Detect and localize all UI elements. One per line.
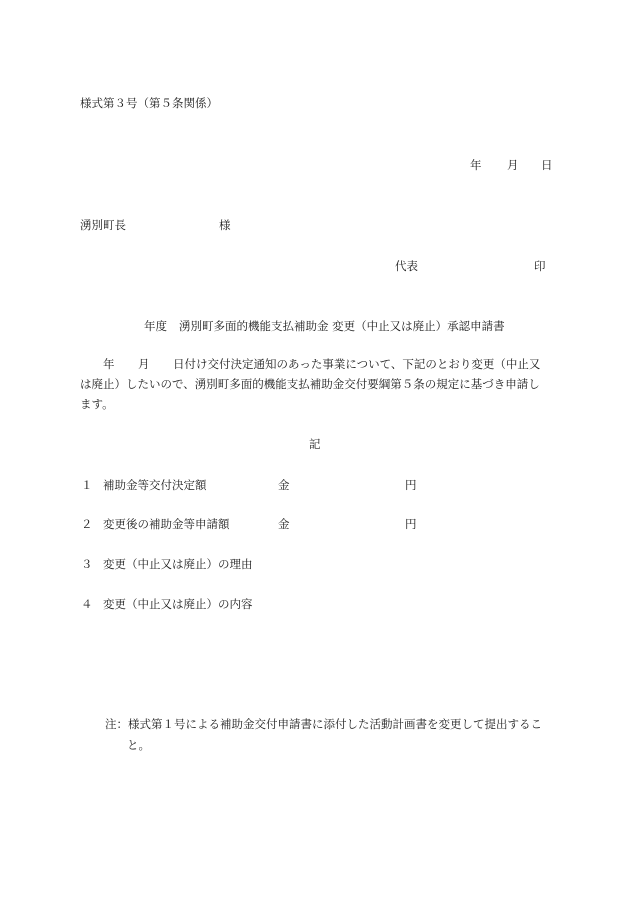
item-1-label: 補助金等交付決定額 <box>103 478 207 492</box>
item-2-kin: 金 <box>278 517 290 531</box>
item-3-label: 変更（中止又は廃止）の理由 <box>103 557 253 571</box>
item-2-number: ２ <box>81 517 93 531</box>
date-year-label: 年 <box>470 158 482 172</box>
item-2-en: 円 <box>405 517 417 531</box>
addressee-honorific: 様 <box>219 218 231 232</box>
item-2-label: 変更後の補助金等申請額 <box>103 517 230 531</box>
item-4-number: ４ <box>81 597 93 611</box>
seal-mark: 印 <box>534 259 546 273</box>
note-line-2: と。 <box>127 738 150 752</box>
title-text: 湧別町多面的機能支払補助金 変更（中止又は廃止）承認申請書 <box>179 319 505 333</box>
form-number: 様式第３号（第５条関係） <box>80 96 218 110</box>
item-4-label: 変更（中止又は廃止）の内容 <box>103 597 253 611</box>
date-month-label: 月 <box>507 158 519 172</box>
representative-label: 代表 <box>395 259 418 273</box>
item-3-number: ３ <box>81 557 93 571</box>
item-1-number: １ <box>81 478 93 492</box>
addressee-name: 湧別町長 <box>80 218 126 232</box>
body-line-1: 日付け交付決定通知のあった事業について、下記のとおり変更（中止又 <box>173 357 541 371</box>
ki-marker: 記 <box>309 437 321 451</box>
date-day-label: 日 <box>541 158 553 172</box>
document-title <box>144 318 505 334</box>
body-line-2: は廃止）したいので、湧別町多面的機能支払補助金交付要綱第５条の規定に基づき申請し <box>80 377 540 391</box>
body-year-label: 年 <box>103 357 115 371</box>
item-1-en: 円 <box>405 478 417 492</box>
body-line-3: ます。 <box>80 397 114 411</box>
title-year-prefix: 年度 <box>144 319 167 333</box>
item-1-kin: 金 <box>278 478 290 492</box>
note-line-1: 注：様式第１号による補助金交付申請書に添付した活動計画書を変更して提出するこ <box>105 717 542 731</box>
body-month-label: 月 <box>138 357 150 371</box>
